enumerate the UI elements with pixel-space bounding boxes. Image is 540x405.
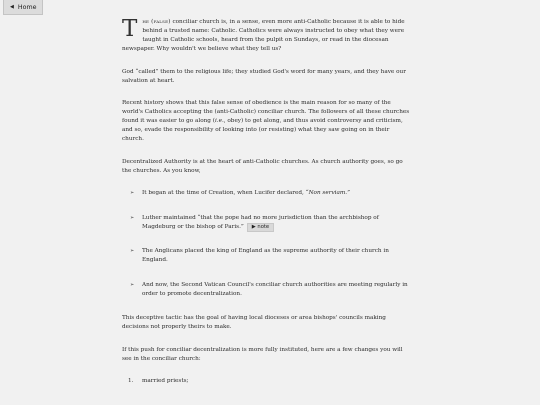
home-button[interactable]	[3, 0, 43, 15]
intro-text: conciliar church is, in a sense, even more anti-Catholic because it is able to hide behind a trusted name: Catholic. Catholics were always instructed to obey what they were taught in Catholic schools, heard from the pulpit on Sundays, or read in the diocesan newspaper. Why wouldn't we believe what they tell us?	[122, 19, 405, 52]
home-label: Home	[17, 3, 37, 11]
list-item	[122, 214, 412, 232]
ie-abbrev: i.e.	[214, 118, 224, 124]
list-item	[122, 189, 412, 198]
history-list	[122, 189, 412, 299]
arrow-bullet-icon: ➢	[130, 190, 135, 196]
drop-cap: T	[122, 16, 138, 42]
back-arrow-icon: ◀	[10, 4, 14, 10]
intro-paragraph	[122, 18, 412, 54]
recent-history-text-a: Recent history shows that this false sense of obedience is the main reason for so many of the world's Catholics accepting the (anti-Catholic) conciliar church. The followers of all these churches found it was easier to go along (	[122, 100, 410, 124]
non-serviam-quote: “Non serviam.”	[305, 190, 350, 196]
arrow-bullet-icon: ➢	[130, 281, 135, 288]
arrow-bullet-icon: ➢	[130, 214, 135, 221]
paragraph-deceptive-tactic: This deceptive tactic has the goal of having local dioceses or area bishops' councils making decisions not properly theirs to make.	[122, 315, 386, 330]
paragraph-recent-history	[122, 99, 412, 144]
list-number: 1.	[128, 378, 134, 384]
recent-history-text-b: , obey) to get along, and thus avoid controversy and criticism, and so, evade the responsibility of looking into (or resisting) what they saw going on in their church.	[122, 118, 403, 142]
list-item-text: Luther maintained “that the pope had no more jurisdiction than the archbishop of Magdeburg or the bishop of Paris.”	[142, 214, 379, 230]
list-item-text: And now, the Second Vatican Council's conciliar church authorities are meeting regularly in order to promote decentralization.	[142, 281, 408, 297]
article-body	[122, 18, 412, 386]
list-item	[122, 377, 412, 386]
list-item-text: It began at the time of Creation, when Lucifer declared,	[142, 190, 306, 196]
paragraph-changes: If this push for conciliar decentralization is more fully instituted, here are a few changes you will see in the conciliar church:	[122, 346, 403, 362]
note-button[interactable]: ▶ note	[247, 223, 274, 232]
paragraph-decentralized: Decentralized Authority is at the heart of anti-Catholic churches. As church authority goes, so go the churches. As you know,	[122, 158, 403, 174]
intro-smallcaps: he (false)	[142, 19, 171, 25]
list-item-text: The Anglicans placed the king of England as the supreme authority of their church in England.	[142, 248, 389, 263]
list-item	[122, 247, 412, 265]
paragraph-called: God “called” them to the religious life; they studied God's word for many years, and they have our salvation at heart.	[122, 68, 406, 84]
list-item	[122, 281, 412, 299]
arrow-bullet-icon: ➢	[130, 248, 135, 254]
list-item-text: married priests;	[142, 378, 189, 384]
changes-list	[122, 377, 412, 386]
